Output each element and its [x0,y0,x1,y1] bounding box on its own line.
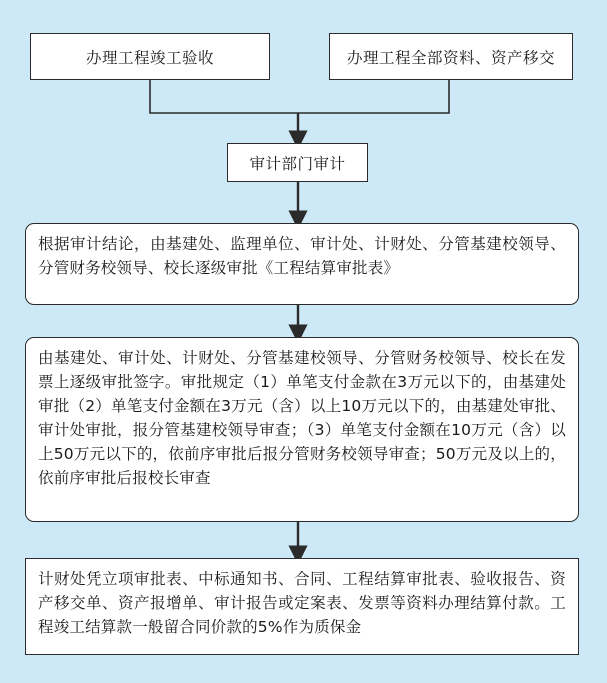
node-acceptance: 办理工程竣工验收 [30,33,270,80]
node-approval-form: 根据审计结论，由基建处、监理单位、审计处、计财处、分管基建校领导、分管财务校领导、校长逐级审批《工程结算审批表》 [25,223,579,305]
connector-handover [298,80,449,113]
connector-acceptance [150,80,298,113]
node-invoice-signoff: 由基建处、审计处、计财处、分管基建校领导、分管财务校领导、校长在发票上逐级审批签字。审批规定（1）单笔支付金款在3万元以下的，由基建处审批（2）单笔支付金额在3万元（含）以上10万元以下的，由基建处审批、审计处审批，报分管基建校领导审查；（3）单笔支付金额在10万元（含）以上50万元以下的，依前序审批后报分管财务校领导审查；50万元及以上的，依前序审批后报校长审查 [25,337,579,522]
node-payment: 计财处凭立项审批表、中标通知书、合同、工程结算审批表、验收报告、资产移交单、资产报增单、审计报告或定案表、发票等资料办理结算付款。工程竣工结算款一般留合同价款的5%作为质保金 [25,558,579,655]
node-audit: 审计部门审计 [227,143,368,182]
node-handover: 办理工程全部资料、资产移交 [329,33,573,80]
